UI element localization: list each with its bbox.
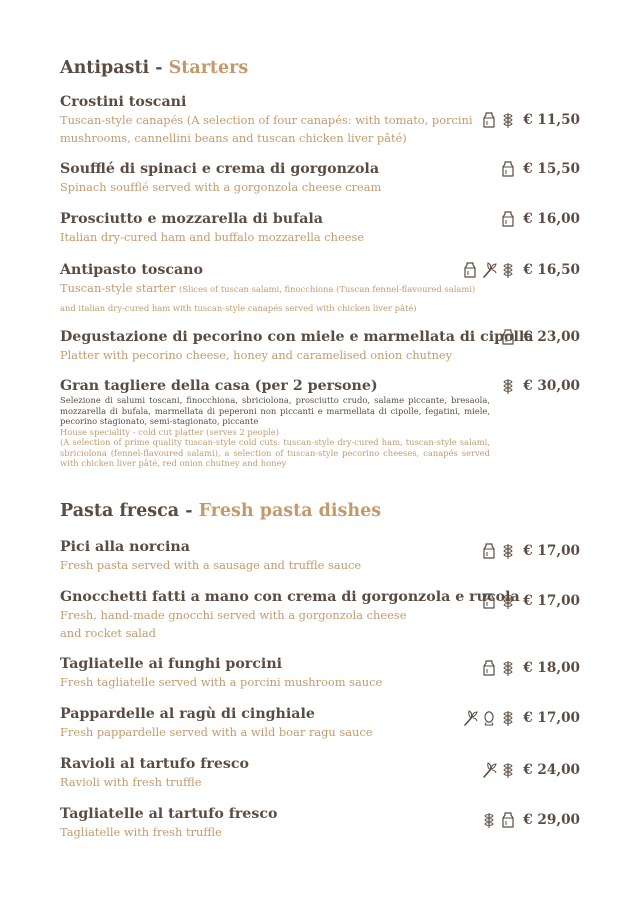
item-name: Crostini toscani: [60, 94, 187, 110]
milk-icon: [481, 111, 497, 129]
wheat-icon: [500, 111, 516, 129]
item-allergens-price: [500, 210, 580, 228]
item-name: Gran tagliere della casa (per 2 persone): [60, 378, 378, 394]
item-price: € 17,00: [523, 593, 580, 609]
item-allergens-price: [500, 377, 580, 395]
milk-icon: [481, 592, 497, 610]
section-title-pasta-fresca: [60, 501, 381, 521]
menu-item-pappardelle-cinghiale: [60, 705, 580, 741]
item-description: Italian dry-cured ham and buffalo mozzarella cheese: [60, 230, 365, 244]
milk-icon: [500, 328, 516, 346]
menu-item-antipasto-toscano: [60, 261, 580, 317]
item-description-main: Tuscan-style starter: [60, 281, 176, 295]
item-description-en-title: House speciality - cold cut platter (serves 2 people): [60, 426, 279, 437]
item-description: Tuscan-style canapés (A selection of four canapés: with tomato, porcini mushrooms, cannellini beans and tuscan chicken liver pâté): [60, 113, 473, 145]
menu-item-crostini-toscani: [60, 93, 580, 147]
item-price: € 30,00: [523, 378, 580, 394]
item-description: Tagliatelle with fresh truffle: [60, 825, 222, 839]
item-allergens-price: [481, 111, 580, 129]
item-name: Antipasto toscano: [60, 262, 203, 278]
menu-item-gnocchetti: [60, 588, 580, 642]
item-name: Tagliatelle al tartufo fresco: [60, 806, 278, 822]
item-description: Fresh pasta served with a sausage and truffle sauce: [60, 558, 362, 572]
item-allergens-price: [462, 261, 580, 279]
item-allergens-price: [481, 811, 580, 829]
item-price: € 18,00: [523, 660, 580, 676]
item-description: Spinach soufflé served with a gorgonzola cheese cream: [60, 180, 382, 194]
item-allergens-price: [462, 709, 580, 727]
item-name: Gnocchetti fatti a mano con crema di gorgonzola e rucola: [60, 589, 520, 605]
menu-item-tagliatelle-porcini: [60, 655, 580, 691]
item-price: € 24,00: [523, 762, 580, 778]
item-allergens-price: [500, 328, 580, 346]
item-allergens-price: [481, 542, 580, 560]
milk-icon: [500, 160, 516, 178]
item-allergens-price: [500, 160, 580, 178]
item-price: € 29,00: [523, 812, 580, 828]
item-description: Fresh pappardelle served with a wild boar ragu sauce: [60, 725, 373, 739]
wheat-icon: [500, 592, 516, 610]
item-name: Tagliatelle ai funghi porcini: [60, 656, 283, 672]
item-description-en: (A selection of prime quality tuscan-style cold cuts: tuscan-style dry-cured ham, tuscan-style salami, sbriciolona (fennel-flavoured salami), a selection of tuscan-style pecorino cheeses, canapés served with chicken liver pâté, red onion chutney and honey: [60, 437, 490, 468]
item-price: € 15,50: [523, 161, 580, 177]
wheat-icon: [500, 659, 516, 677]
item-name: Degustazione di pecorino con miele e marmellata di cipolla: [60, 329, 534, 345]
item-description: Platter with pecorino cheese, honey and caramelised onion chutney: [60, 348, 453, 362]
item-name: Prosciutto e mozzarella di bufala: [60, 211, 323, 227]
item-price: € 11,50: [523, 112, 580, 128]
item-description: Ravioli with fresh truffle: [60, 775, 202, 789]
section-title-en: Starters: [168, 58, 249, 78]
celery-icon: [462, 709, 478, 727]
celery-icon: [481, 761, 497, 779]
section-title-it: Pasta fresca: [60, 501, 180, 521]
item-description: [60, 279, 490, 317]
menu-item-gran-tagliere: [60, 377, 580, 469]
item-allergens-price: [481, 761, 580, 779]
item-description-it: Selezione di salumi toscani, finocchiona, sbriciolona, prosciutto crudo, salame piccante, bresaola, mozzarella di bufala, marmellata di peperoni non piccanti e marmellata di cipolle, fegatini, miele, pecorino stagionato, semi-stagionato, piccante: [60, 395, 490, 426]
wheat-icon: [500, 261, 516, 279]
menu-item-pici-norcina: [60, 538, 580, 574]
milk-icon: [462, 261, 478, 279]
item-description: Fresh tagliatelle served with a porcini mushroom sauce: [60, 675, 383, 689]
section-title-antipasti: [60, 58, 248, 78]
wheat-icon: [500, 761, 516, 779]
menu-item-ravioli-tartufo: [60, 755, 580, 791]
wheat-icon: [481, 811, 497, 829]
item-name: Soufflé di spinaci e crema di gorgonzola: [60, 161, 380, 177]
menu-item-souffle: [60, 160, 580, 196]
item-description: Fresh, hand-made gnocchi served with a gorgonzola cheese and rocket salad: [60, 608, 407, 640]
milk-icon: [500, 210, 516, 228]
item-allergens-price: [481, 659, 580, 677]
item-name: Pici alla norcina: [60, 539, 190, 555]
item-description-detail: (Slices of tuscan salami, finocchiona (Tuscan fennel-flavoured salami) and italian dry-cured ham with tuscan-style canapés served with chicken liver pâté): [60, 284, 476, 313]
item-name: Ravioli al tartufo fresco: [60, 756, 249, 772]
wheat-icon: [500, 542, 516, 560]
egg-icon: [481, 709, 497, 727]
item-price: € 16,00: [523, 211, 580, 227]
section-title-en: Fresh pasta dishes: [198, 501, 382, 521]
section-title-sep: -: [185, 501, 193, 521]
wheat-icon: [500, 377, 516, 395]
menu-item-degustazione-pecorino: [60, 328, 580, 364]
item-allergens-price: [481, 592, 580, 610]
milk-icon: [481, 659, 497, 677]
milk-icon: [481, 542, 497, 560]
milk-icon: [500, 811, 516, 829]
item-price: € 17,00: [523, 710, 580, 726]
wheat-icon: [500, 709, 516, 727]
section-title-sep: -: [155, 58, 163, 78]
item-price: € 23,00: [523, 329, 580, 345]
item-price: € 16,50: [523, 262, 580, 278]
section-title-it: Antipasti: [60, 58, 150, 78]
menu-item-prosciutto-mozzarella: [60, 210, 580, 246]
menu-item-tagliatelle-tartufo: [60, 805, 580, 841]
item-name: Pappardelle al ragù di cinghiale: [60, 706, 315, 722]
item-price: € 17,00: [523, 543, 580, 559]
celery-icon: [481, 261, 497, 279]
